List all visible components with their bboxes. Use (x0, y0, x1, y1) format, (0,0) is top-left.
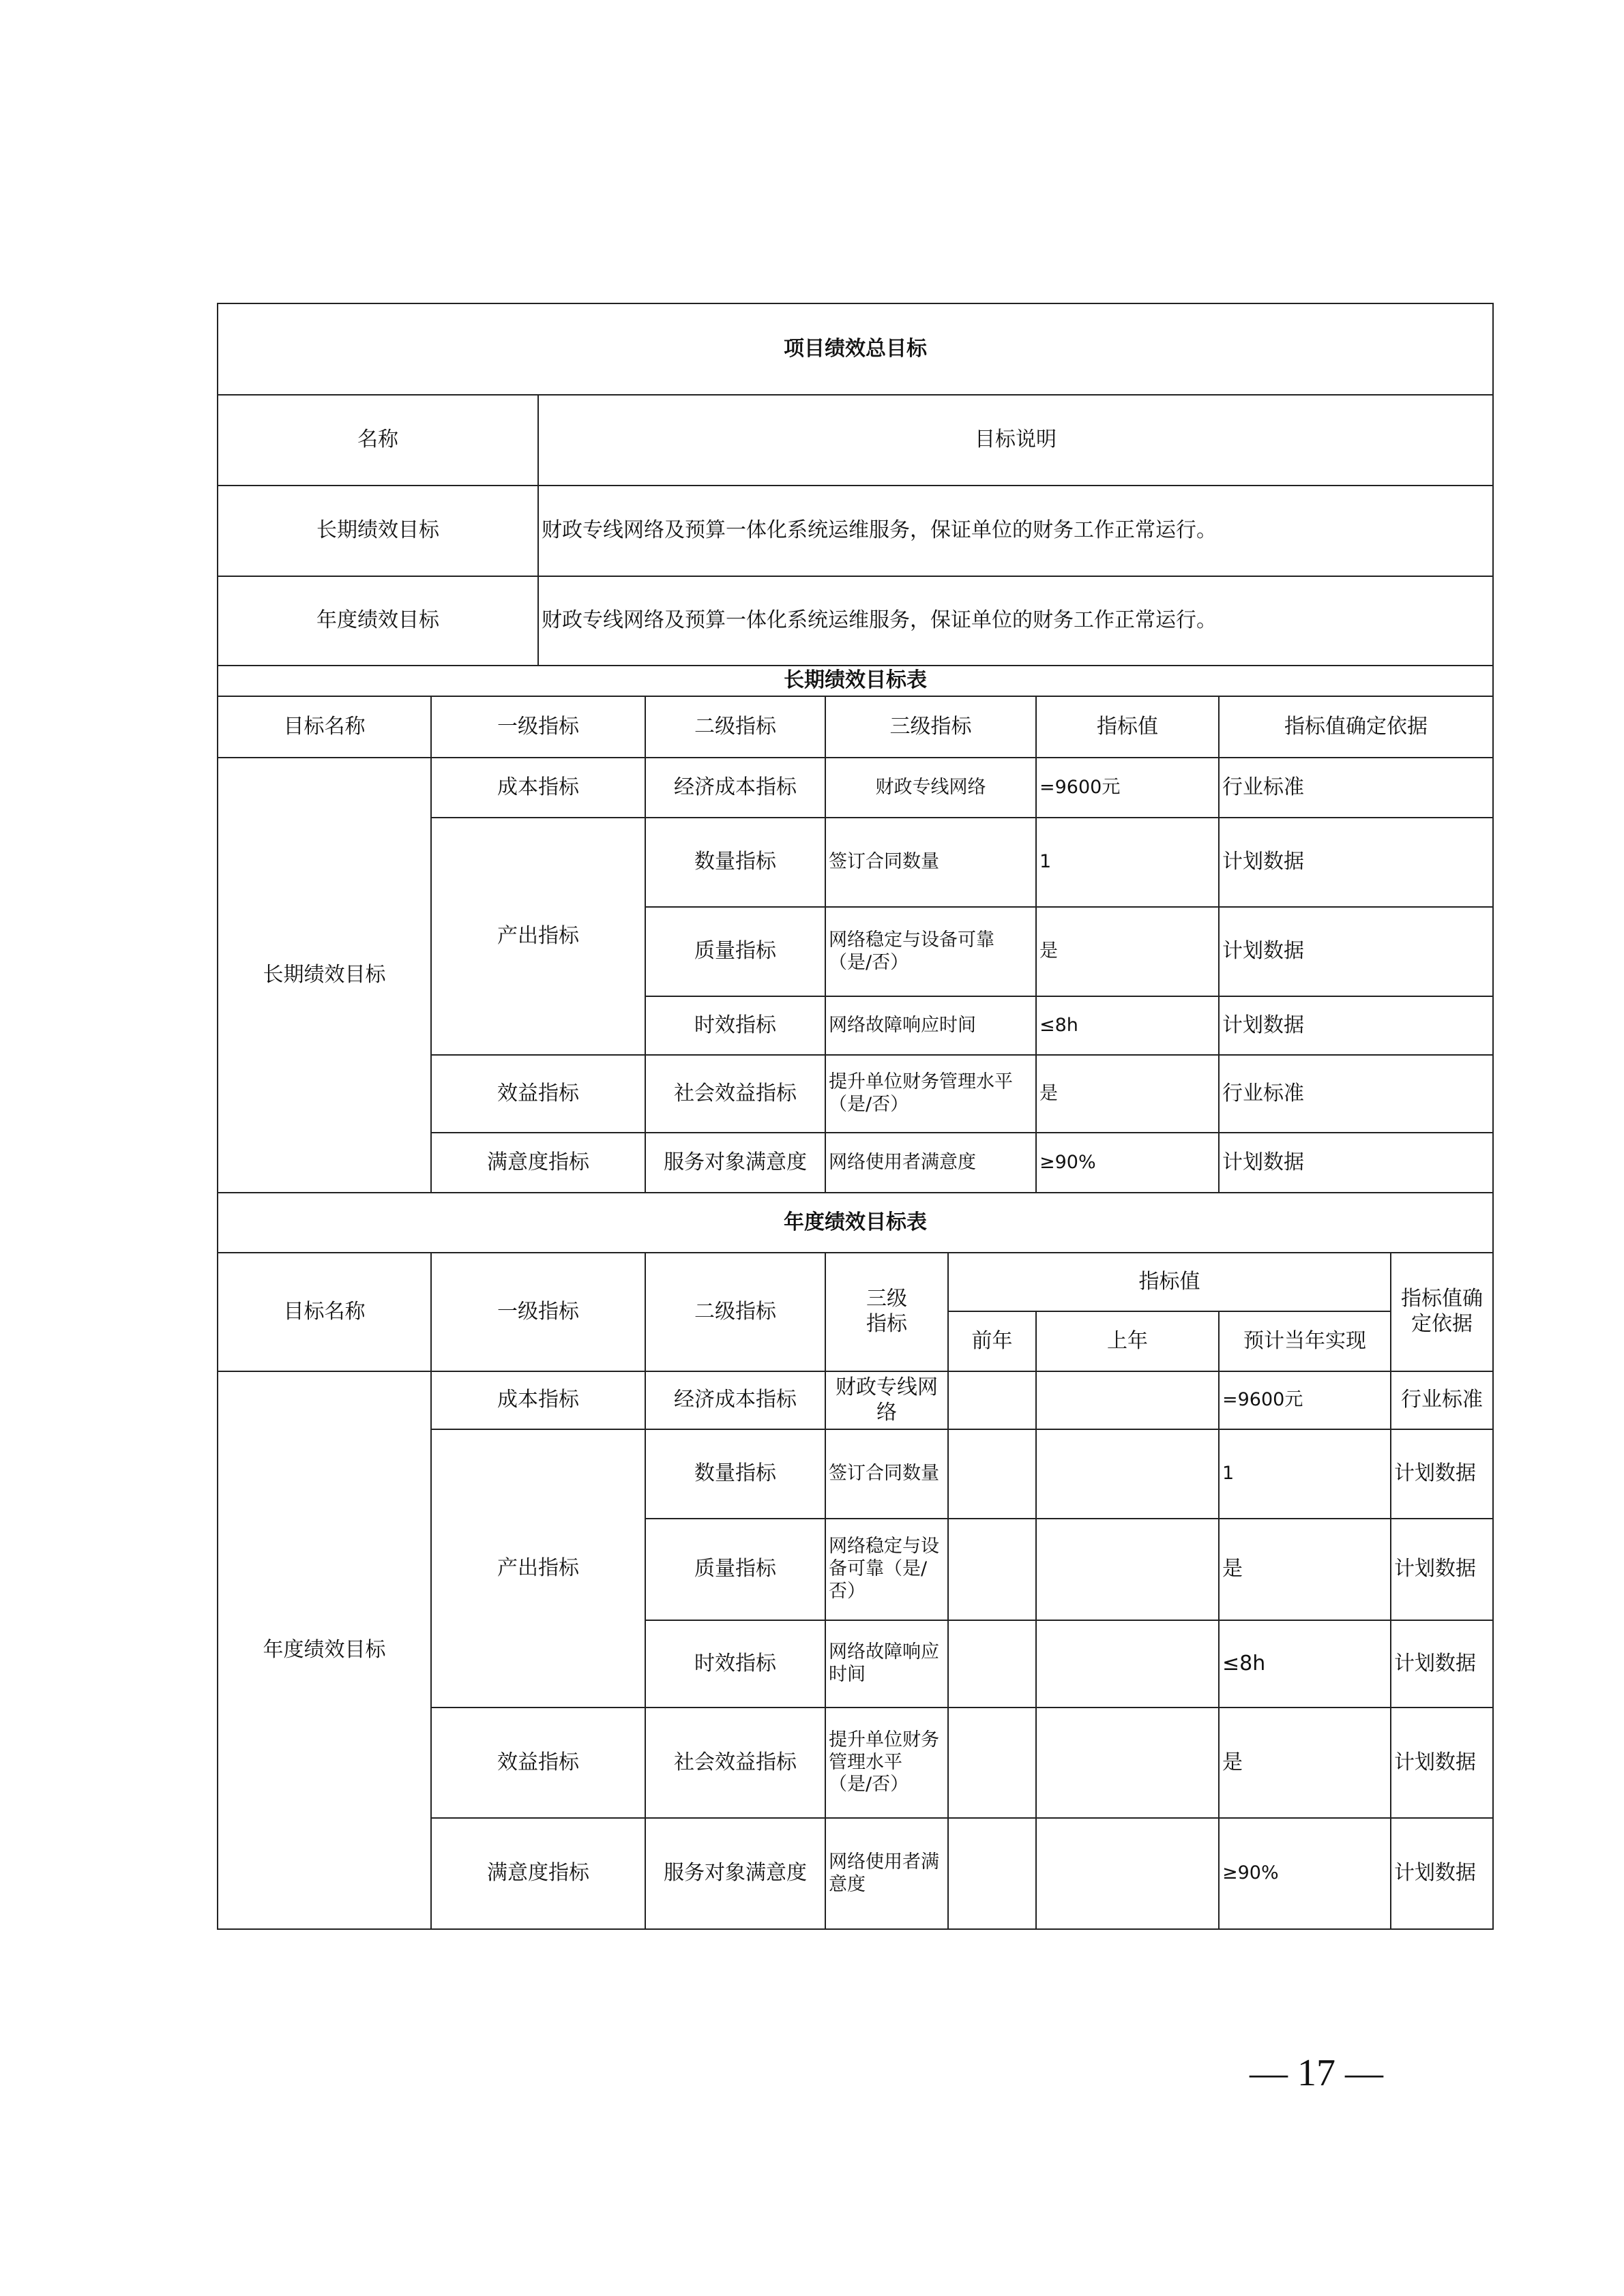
annual-row-1-level1: 成本指标 (431, 1371, 645, 1429)
annual-row-3-expected: 是 (1219, 1519, 1391, 1620)
annual-header-prev-year: 前年 (948, 1311, 1036, 1371)
annual-header-level3: 三级指标 (866, 1287, 907, 1336)
annual-row-1-expected: =9600元 (1219, 1371, 1391, 1429)
summary-annual-desc: 财政专线网络及预算一体化系统运维服务，保证单位的财务工作正常运行。 (538, 576, 1493, 666)
long-term-row-6-value: ≥90% (1036, 1133, 1219, 1193)
long-term-table (217, 665, 1494, 1193)
annual-header-expected: 预计当年实现 (1219, 1311, 1391, 1371)
annual-row-5-prev-year (948, 1708, 1036, 1818)
long-term-row-5-value: 是 (1036, 1055, 1219, 1133)
annual-title: 年度绩效目标表 (218, 1193, 1493, 1253)
long-term-row-2-basis: 计划数据 (1219, 818, 1493, 907)
table-row (218, 1371, 1493, 1429)
long-term-row-1-value: =9600元 (1036, 758, 1219, 818)
summary-row-long-term (218, 486, 1493, 576)
annual-row-5-level1: 效益指标 (431, 1708, 645, 1818)
long-term-row-6-level2: 服务对象满意度 (645, 1133, 825, 1193)
long-term-row-2-level2: 数量指标 (645, 818, 825, 907)
long-term-row-3-basis: 计划数据 (1219, 907, 1493, 996)
summary-header-desc: 目标说明 (538, 395, 1493, 486)
annual-row-4-last-year (1036, 1620, 1219, 1708)
annual-row-5-level2: 社会效益指标 (645, 1708, 825, 1818)
annual-row-3-basis: 计划数据 (1391, 1519, 1493, 1620)
long-term-row-3-level3: 网络稳定与设备可靠（是/否） (825, 907, 1036, 996)
annual-row-3-level2: 质量指标 (645, 1519, 825, 1620)
long-term-row-1-level2: 经济成本指标 (645, 758, 825, 818)
long-term-row-5-basis: 行业标准 (1219, 1055, 1493, 1133)
long-term-row-1-level1: 成本指标 (431, 758, 645, 818)
long-term-row-4-basis: 计划数据 (1219, 996, 1493, 1055)
summary-table (217, 303, 1494, 666)
summary-long-term-desc: 财政专线网络及预算一体化系统运维服务，保证单位的财务工作正常运行。 (538, 486, 1493, 576)
long-term-header-row (218, 696, 1493, 758)
annual-header-level1: 一级指标 (431, 1253, 645, 1371)
long-term-row-5-level2: 社会效益指标 (645, 1055, 825, 1133)
annual-row-6-prev-year (948, 1818, 1036, 1929)
annual-row-1-prev-year (948, 1371, 1036, 1429)
long-term-row-6-level3: 网络使用者满意度 (825, 1133, 1036, 1193)
annual-header-basis: 指标值确定依据 (1391, 1253, 1493, 1371)
long-term-title-row (218, 666, 1493, 696)
summary-annual-name: 年度绩效目标 (218, 576, 538, 666)
annual-header-row (218, 1253, 1493, 1311)
page-number: — 17 — (1250, 2052, 1383, 2094)
long-term-row-6-basis: 计划数据 (1219, 1133, 1493, 1193)
annual-row-2-level3: 签订合同数量 (825, 1429, 948, 1519)
long-term-row-5-level3: 提升单位财务管理水平（是/否） (825, 1055, 1036, 1133)
summary-row-annual (218, 576, 1493, 666)
annual-row-5-level3: 提升单位财务管理水平（是/否） (825, 1708, 948, 1818)
annual-header-last-year: 上年 (1036, 1311, 1219, 1371)
annual-row-2-prev-year (948, 1429, 1036, 1519)
annual-row-3-last-year (1036, 1519, 1219, 1620)
annual-row-6-expected: ≥90% (1219, 1818, 1391, 1929)
long-term-header-level2: 二级指标 (645, 696, 825, 758)
long-term-target-name: 长期绩效目标 (218, 758, 431, 1193)
summary-long-term-name: 长期绩效目标 (218, 486, 538, 576)
annual-row-5-basis: 计划数据 (1391, 1708, 1493, 1818)
annual-row-1-level2: 经济成本指标 (645, 1371, 825, 1429)
annual-target-name: 年度绩效目标 (218, 1371, 431, 1929)
long-term-header-basis: 指标值确定依据 (1219, 696, 1493, 758)
annual-row-2-level2: 数量指标 (645, 1429, 825, 1519)
annual-output-level1: 产出指标 (431, 1429, 645, 1708)
table-row (218, 758, 1493, 818)
summary-title: 项目绩效总目标 (218, 303, 1493, 395)
annual-row-5-expected: 是 (1219, 1708, 1391, 1818)
summary-header-name: 名称 (218, 395, 538, 486)
annual-row-1-level3: 财政专线网络 (825, 1371, 948, 1429)
long-term-row-4-level2: 时效指标 (645, 996, 825, 1055)
summary-header-row (218, 395, 1493, 486)
annual-row-4-basis: 计划数据 (1391, 1620, 1493, 1708)
annual-row-3-level3: 网络稳定与设备可靠（是/否） (825, 1519, 948, 1620)
annual-row-1-basis: 行业标准 (1391, 1371, 1493, 1429)
annual-row-1-last-year (1036, 1371, 1219, 1429)
annual-header-level2: 二级指标 (645, 1253, 825, 1371)
annual-row-6-basis: 计划数据 (1391, 1818, 1493, 1929)
annual-header-target: 目标名称 (218, 1253, 431, 1371)
annual-row-2-last-year (1036, 1429, 1219, 1519)
long-term-output-level1: 产出指标 (431, 818, 645, 1055)
annual-row-6-level2: 服务对象满意度 (645, 1818, 825, 1929)
annual-row-3-prev-year (948, 1519, 1036, 1620)
annual-row-6-level1: 满意度指标 (431, 1818, 645, 1929)
annual-row-6-level3: 网络使用者满意度 (825, 1818, 948, 1929)
long-term-row-3-level2: 质量指标 (645, 907, 825, 996)
annual-row-2-basis: 计划数据 (1391, 1429, 1493, 1519)
annual-row-6-last-year (1036, 1818, 1219, 1929)
annual-header-value: 指标值 (948, 1253, 1391, 1311)
long-term-row-2-value: 1 (1036, 818, 1219, 907)
long-term-title: 长期绩效目标表 (218, 666, 1493, 696)
long-term-header-target: 目标名称 (218, 696, 431, 758)
long-term-header-level1: 一级指标 (431, 696, 645, 758)
performance-target-document (217, 303, 1492, 1930)
long-term-header-level3: 三级指标 (825, 696, 1036, 758)
long-term-row-4-level3: 网络故障响应时间 (825, 996, 1036, 1055)
annual-title-row (218, 1193, 1493, 1253)
annual-row-4-expected: ≤8h (1219, 1620, 1391, 1708)
annual-table (217, 1192, 1494, 1930)
annual-row-4-prev-year (948, 1620, 1036, 1708)
long-term-row-5-level1: 效益指标 (431, 1055, 645, 1133)
annual-row-5-last-year (1036, 1708, 1219, 1818)
long-term-row-1-basis: 行业标准 (1219, 758, 1493, 818)
summary-title-row (218, 303, 1493, 395)
long-term-row-6-level1: 满意度指标 (431, 1133, 645, 1193)
long-term-header-value: 指标值 (1036, 696, 1219, 758)
annual-row-4-level2: 时效指标 (645, 1620, 825, 1708)
long-term-row-2-level3: 签订合同数量 (825, 818, 1036, 907)
long-term-row-1-level3: 财政专线网络 (825, 758, 1036, 818)
annual-header-level3-cell (825, 1253, 948, 1371)
annual-row-4-level3: 网络故障响应时间 (825, 1620, 948, 1708)
annual-row-2-expected: 1 (1219, 1429, 1391, 1519)
long-term-row-3-value: 是 (1036, 907, 1219, 996)
long-term-row-4-value: ≤8h (1036, 996, 1219, 1055)
